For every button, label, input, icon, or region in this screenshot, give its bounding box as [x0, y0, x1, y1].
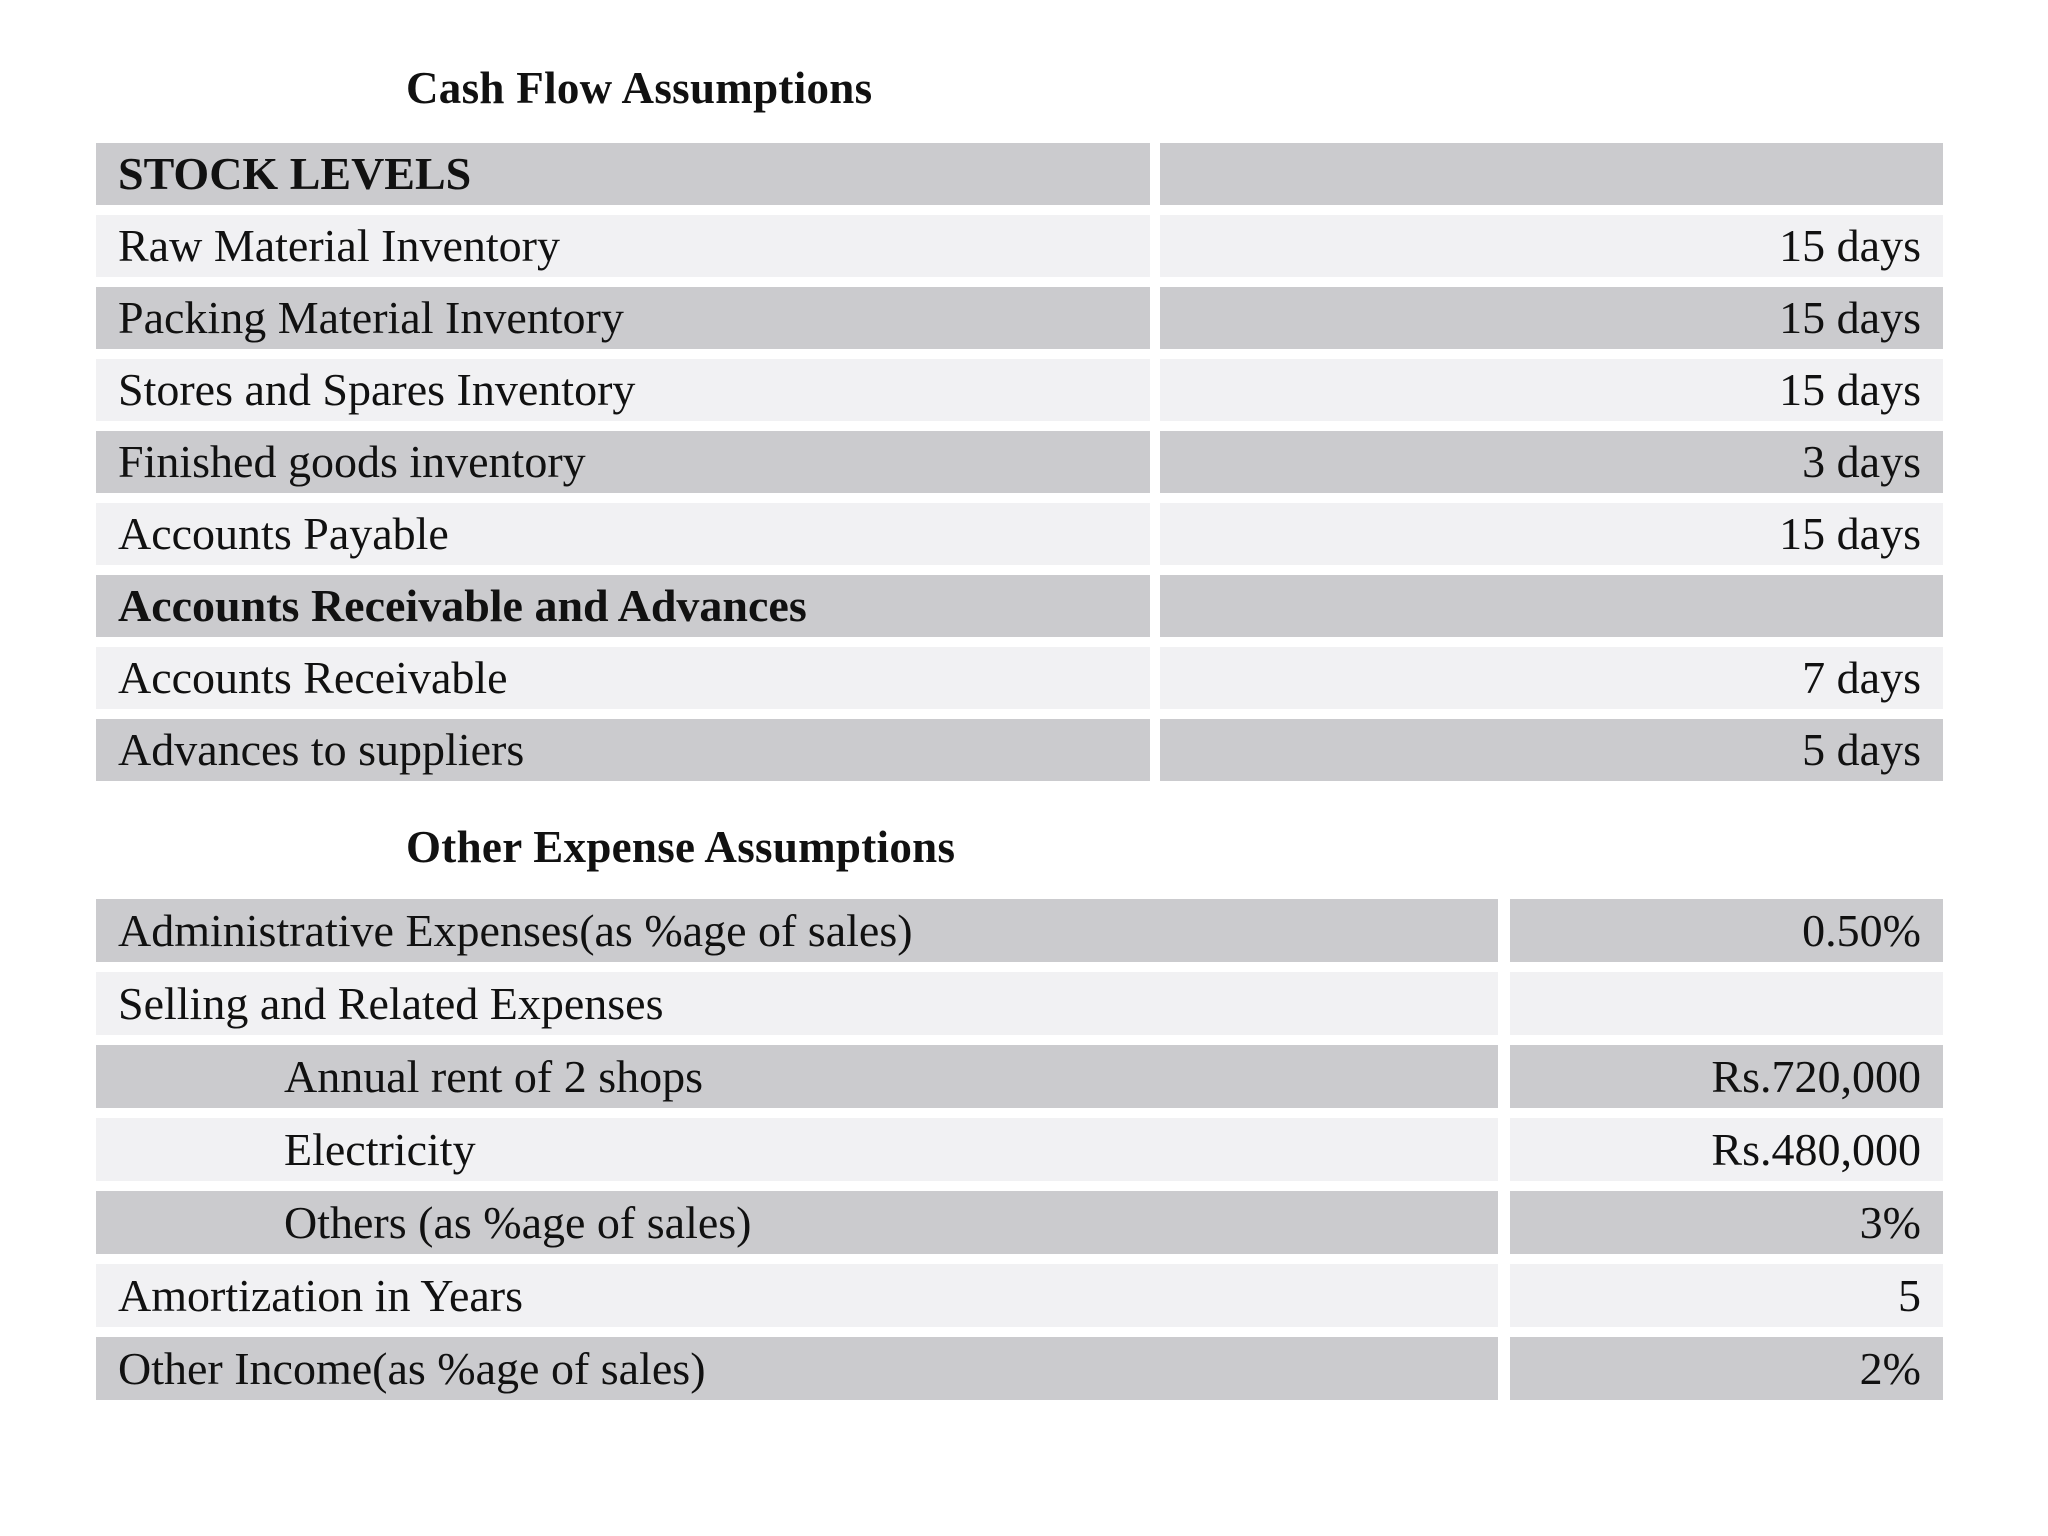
value-cell: 3 days [1160, 431, 1943, 493]
row-label: Others (as %age of sales) [96, 1191, 1498, 1254]
value-cell: 15 days [1160, 287, 1943, 349]
row-label: Advances to suppliers [96, 719, 1150, 781]
row-label: Amortization in Years [96, 1264, 1498, 1327]
row-label: Accounts Payable [96, 503, 1150, 565]
row-label: Administrative Expenses(as %age of sales) [96, 899, 1498, 962]
value-cell: 0.50% [1510, 899, 1943, 962]
value-cell [1510, 972, 1943, 1035]
table-row [96, 287, 1943, 359]
value-cell: Rs.720,000 [1510, 1045, 1943, 1108]
table-row [96, 575, 1943, 647]
row-label: Packing Material Inventory [96, 287, 1150, 349]
other-expense-heading: Other Expense Assumptions [406, 822, 956, 872]
table-row [96, 1045, 1943, 1118]
row-label: Raw Material Inventory [96, 215, 1150, 277]
value-cell [1160, 575, 1943, 637]
section-header-stock-levels: STOCK LEVELS [96, 143, 1150, 205]
value-cell: 15 days [1160, 503, 1943, 565]
table-row [96, 1337, 1943, 1410]
other-expense-table [96, 899, 1943, 1410]
row-label: Electricity [96, 1118, 1498, 1181]
table-row [96, 143, 1943, 215]
value-cell: 5 days [1160, 719, 1943, 781]
table-row [96, 215, 1943, 287]
value-cell: 15 days [1160, 215, 1943, 277]
value-cell: 5 [1510, 1264, 1943, 1327]
table-row [96, 1191, 1943, 1264]
value-cell: 15 days [1160, 359, 1943, 421]
row-label: Annual rent of 2 shops [96, 1045, 1498, 1108]
table-row [96, 899, 1943, 972]
cash-flow-heading: Cash Flow Assumptions [406, 63, 873, 113]
section-header-receivables: Accounts Receivable and Advances [96, 575, 1150, 637]
cash-flow-table [96, 143, 1943, 791]
value-cell: 7 days [1160, 647, 1943, 709]
row-label: Selling and Related Expenses [96, 972, 1498, 1035]
row-label: Finished goods inventory [96, 431, 1150, 493]
value-cell: 2% [1510, 1337, 1943, 1400]
table-row [96, 503, 1943, 575]
value-cell: Rs.480,000 [1510, 1118, 1943, 1181]
table-row [96, 1264, 1943, 1337]
table-row [96, 972, 1943, 1045]
value-cell: 3% [1510, 1191, 1943, 1254]
table-row [96, 647, 1943, 719]
row-label: Stores and Spares Inventory [96, 359, 1150, 421]
table-row [96, 431, 1943, 503]
row-label: Other Income(as %age of sales) [96, 1337, 1498, 1400]
row-label: Accounts Receivable [96, 647, 1150, 709]
value-cell [1160, 143, 1943, 205]
table-row [96, 1118, 1943, 1191]
table-row [96, 359, 1943, 431]
table-row [96, 719, 1943, 791]
